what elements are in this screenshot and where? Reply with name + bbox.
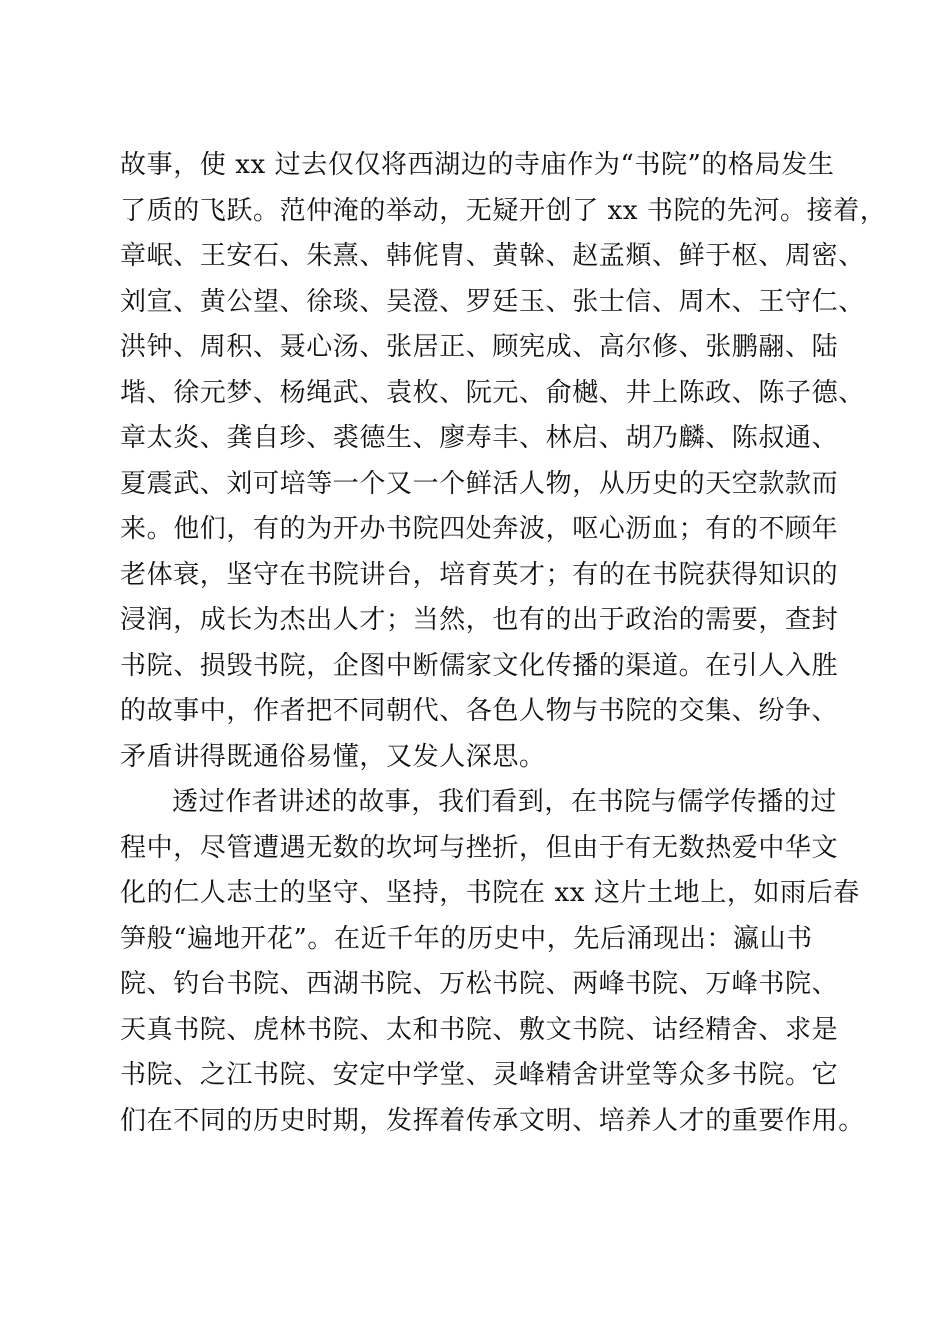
paragraph-1-line: 故事，使 xx 过去仅仅将西湖边的寺庙作为“书院”的格局发生 xyxy=(120,150,835,180)
paragraph-2-line: 书院、之江书院、安定中学堂、灵峰精舍讲堂等众多书院。它 xyxy=(120,1060,839,1090)
paragraph-1-line: 洪钟、周积、聂心汤、张居正、顾宪成、高尔修、张鹏翮、陆 xyxy=(120,332,839,362)
paragraph-1-line: 章岷、王安石、朱熹、韩侂胄、黄榦、赵孟頫、鲜于枢、周密、 xyxy=(120,241,865,271)
paragraph-1-line: 了质的飞跃。范仲淹的举动，无疑开创了 xx 书院的先河。接着， xyxy=(120,195,887,226)
paragraph-2-line: 程中，尽管遭遇无数的坎坷与挫折，但由于有无数热爱中华文 xyxy=(120,832,839,863)
paragraph-2-line: 化的仁人志士的坚守、坚持，书院在 xx 这片土地上，如雨后春 xyxy=(120,878,860,908)
paragraph-2-line: 院、钓台书院、西湖书院、万松书院、两峰书院、万峰书院、 xyxy=(120,969,839,999)
body-text xyxy=(120,143,887,1144)
paragraph-2-line: 天真书院、虎林书院、太和书院、敷文书院、诂经精舍、求是 xyxy=(120,1014,839,1045)
paragraph-1-line: 老体衰，坚守在书院讲台，培育英才；有的在书院获得知识的 xyxy=(120,559,839,590)
paragraph-2-line: 透过作者讲述的故事，我们看到，在书院与儒学传播的过 xyxy=(172,787,838,817)
paragraph-1-line: 浸润，成长为杰出人才；当然，也有的出于政治的需要，查封 xyxy=(120,605,839,635)
paragraph-1-line: 矛盾讲得既通俗易懂，又发人深思。 xyxy=(120,741,546,772)
paragraph-1-line: 来。他们，有的为开办书院四处奔波，呕心沥血；有的不顾年 xyxy=(120,514,839,544)
paragraph-1-line: 书院、损毁书院，企图中断儒家文化传播的渠道。在引人入胜 xyxy=(120,650,839,681)
paragraph-2-line: 们在不同的历史时期，发挥着传承文明、培养人才的重要作用。 xyxy=(120,1105,865,1136)
paragraph-1-line: 的故事中，作者把不同朝代、各色人物与书院的交集、纷争、 xyxy=(120,696,839,726)
paragraph-1-line: 夏震武、刘可培等一个又一个鲜活人物，从历史的天空款款而 xyxy=(120,468,839,499)
paragraph-1-line: 刘宣、黄公望、徐琰、吴澄、罗廷玉、张士信、周木、王守仁、 xyxy=(120,286,865,317)
paragraph-2-line: 笋般“遍地开花”。在近千年的历史中，先后涌现出：瀛山书 xyxy=(120,923,813,954)
paragraph-1-line: 章太炎、龚自珍、裘德生、廖寿丰、林启、胡乃麟、陈叔通、 xyxy=(120,423,839,453)
paragraph-1-line: 堦、徐元梦、杨绳武、袁枚、阮元、俞樾、井上陈政、陈子德、 xyxy=(120,377,865,408)
